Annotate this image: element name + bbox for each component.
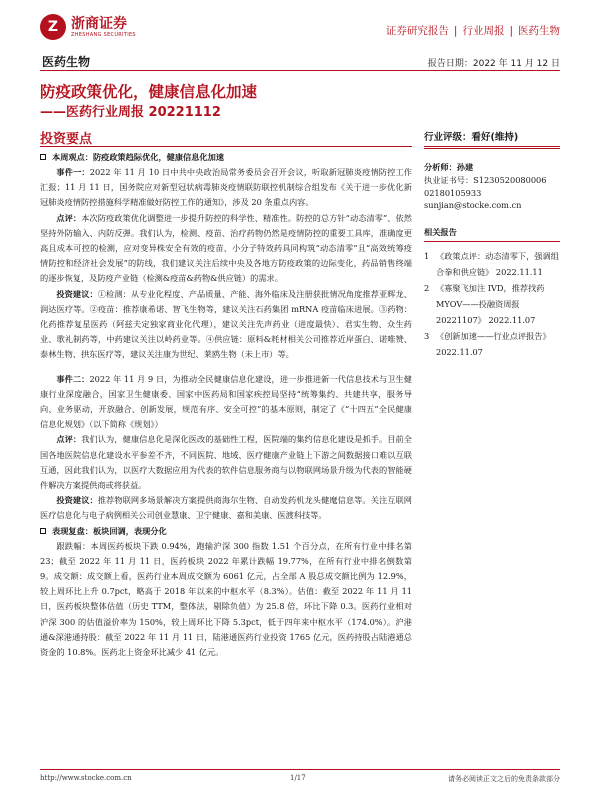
sector-bar <box>40 53 560 71</box>
related-report[interactable]: 1 《政策点评：动态清零下，强调组合拳和供应链》 2022.11.11 <box>424 251 559 277</box>
analyst: 分析师：孙建 <box>424 161 474 172</box>
logo-cn: 浙商证券 <box>71 16 127 32</box>
analyst-cert: 执业证书号：S1230520080006 <box>424 175 547 185</box>
related-divider <box>424 241 560 242</box>
suggestion-1: 投资建议：①检测：从专业化程度、产品质量、产能、海外临床及注册获批情况角度推荐亚辉龙、润达医疗等。②疫苗：推荐康希诺、智飞生物等，建议关注石药集团 mRNA 疫苗临床进展。③药物：化药推荐复星医药（阿兹夫定独家商业化代理），建议关注先声药业（进度最快）、君实生物、众生药业、歌礼制药等，中药建议关注以岭药业等。④供应链：原料&耗材相关公司推荐近岸蛋白、诺唯赞、泰林生物、拱东医疗等，建议关注康为世纪、莱鸥生物（未上市）等。 <box>40 288 412 360</box>
page-header <box>40 14 560 46</box>
sidebar <box>424 132 560 360</box>
suggestion-2: 投资建议：推荐物联网多场景解决方案提供商海尔生物、自动发药机龙头健麾信息等。关注互联网医疗信息化与电子病例相关公司创业慧康、卫宁健康、嘉和美康、医渡科技等。 <box>40 495 412 521</box>
bullet-heading-2: 表现复盘：板块回调，表现分化 <box>40 524 412 539</box>
page-footer <box>40 769 560 789</box>
event-1: 事件一：2022 年 11 月 10 日中共中央政治局常务委员会召开会议，听取新冠肺炎疫情防控工作汇报；11 月 11 日，国务院应对新型冠状病毒肺炎疫情联防联控机制综合组发布《关于进一步优化新冠肺炎疫情防控措施科学精准做好防控工作的通知》，涉及 20 条重点内容。 <box>40 167 412 208</box>
crumb-sector: 医药生物 <box>518 25 560 37</box>
logo-en: ZHESHANG SECURITIES <box>71 32 136 38</box>
industry-rating: 行业评级：看好(维持) <box>424 132 519 143</box>
event-2: 事件二：2022 年 11 月 9 日，为推动全民健康信息化建设，进一步推进新一代信息技术与卫生健康行业深度融合，国家卫生健康委、国家中医药局和国家疾控局坚持“统筹集约、共建共享，服务导向、业务驱动，开放融合、创新发展，规范有序、安全可控”的基本原则，制定了《“十四五”全民健康信息化规划》（以下简称《规划》） <box>40 373 412 430</box>
disclaimer-note: 请务必阅读正文之后的免责条款部分 <box>448 775 560 783</box>
main-content <box>40 150 412 660</box>
crumb-weekly: 行业周报 <box>462 25 505 37</box>
breadcrumb: 证券研究报告 | 行业周报 | 医药生物 <box>385 25 560 37</box>
square-bullet-icon <box>40 528 46 534</box>
company-logo <box>40 14 136 40</box>
logo-mark-icon: Z <box>40 14 66 40</box>
related-reports-title: 相关报告 <box>424 226 457 237</box>
sector-label: 医药生物 <box>42 55 91 69</box>
related-report[interactable]: 2 《寡聚飞加注 IVD，推荐找药 MYOV——投融资周报 20221107》 2022.11.07 <box>424 283 545 325</box>
related-report[interactable]: 3 《创新加速——行业点评报告》 2022.11.07 <box>424 331 551 357</box>
comment-1: 点评：本次防疫政策优化调整进一步提升防控的科学性、精准性。防控的总方针“动态清零”、依然坚持外防输入、内防反弹。我们认为，检测、疫苗、治疗药物仍然是疫情防控的重要工具库，准确度更高且成本可控的检测，应对变异株安全有效的疫苗、小分子特效药具同构筑“动态清零”且“高效统筹疫情防控和经济社会发展”的防线，我们建议关注后续中央及各地方防疫政策的边际变化，药品销售终端的逐步恢复，及防疫产业链（检测&疫苗&药物&供应链）的需求。 <box>40 212 412 284</box>
section-title: 投资要点 <box>40 132 93 147</box>
rating-divider <box>424 148 560 149</box>
report-subtitle: ——医药行业周报 20221112 <box>40 105 221 120</box>
market-review: 跟跌幅：本周医药板块下跌 0.94%，跑输沪深 300 指数 1.51 个百分点，在所有行业中排名第 23；截至 2022 年 11 月 11 日，医药板块 2022 年累计跌幅 19.77%，在所有行业中排名倒数第 9。成交额：成交额上看，医药行业本周成交额为 6061 亿元，占全部 A 股总成交额比例为 12.9%，较上周环比上升 0.7pct，略高于 2018 年以来的中枢水平（8.3%）。估值：截至 2022 年 11 月 11 日，医药板块整体估值（历史 TTM，整体法，剔除负值）为 25.8 倍，环比下降 0.3。医药行业相对沪深 300 的估值溢价率为 150%，较上周环比下降 5.3pct，低于四年来中枢水平（174.0%）。沪港通&深港通持股：截至 2022 年 11 月 11 日，陆港通医药行业投资 1765 亿元，医药持股占陆港通总资金的 10.8%。医药北上资金环比减少 41 亿元。 <box>40 540 412 658</box>
report-title: 防疫政策优化，健康信息化加速 <box>40 83 258 101</box>
footer-site-link[interactable]: http://www.stocke.com.cn <box>40 774 132 782</box>
analyst-phone: 02180105933 <box>424 187 482 198</box>
bullet-heading-1: 本周观点：防疫政策趋际优化，健康信息化加速 <box>40 150 412 165</box>
comment-2: 点评：我们认为，健康信息化是深化医改的基础性工程，医院端的集约信息化建设是抓手。目前全国各地医院信息化建设水平参差不齐，不同医院、地域、医疗健康产业链上下游之间数据接口难以互联互通，因此我们认为，以医疗大数据应用为代表的软件信息服务商与以物联网场景升级为代表的智能硬件解决方案提供商或将获益。 <box>40 434 412 491</box>
main-divider <box>40 146 412 147</box>
page-number: 1/17 <box>290 774 306 782</box>
crumb-report-type: 证券研究报告 <box>385 25 449 37</box>
report-date: 报告日期：2022 年 11 月 12 日 <box>427 59 560 69</box>
square-bullet-icon <box>40 154 46 160</box>
analyst-email[interactable]: sunjian@stocke.com.cn <box>424 200 522 210</box>
